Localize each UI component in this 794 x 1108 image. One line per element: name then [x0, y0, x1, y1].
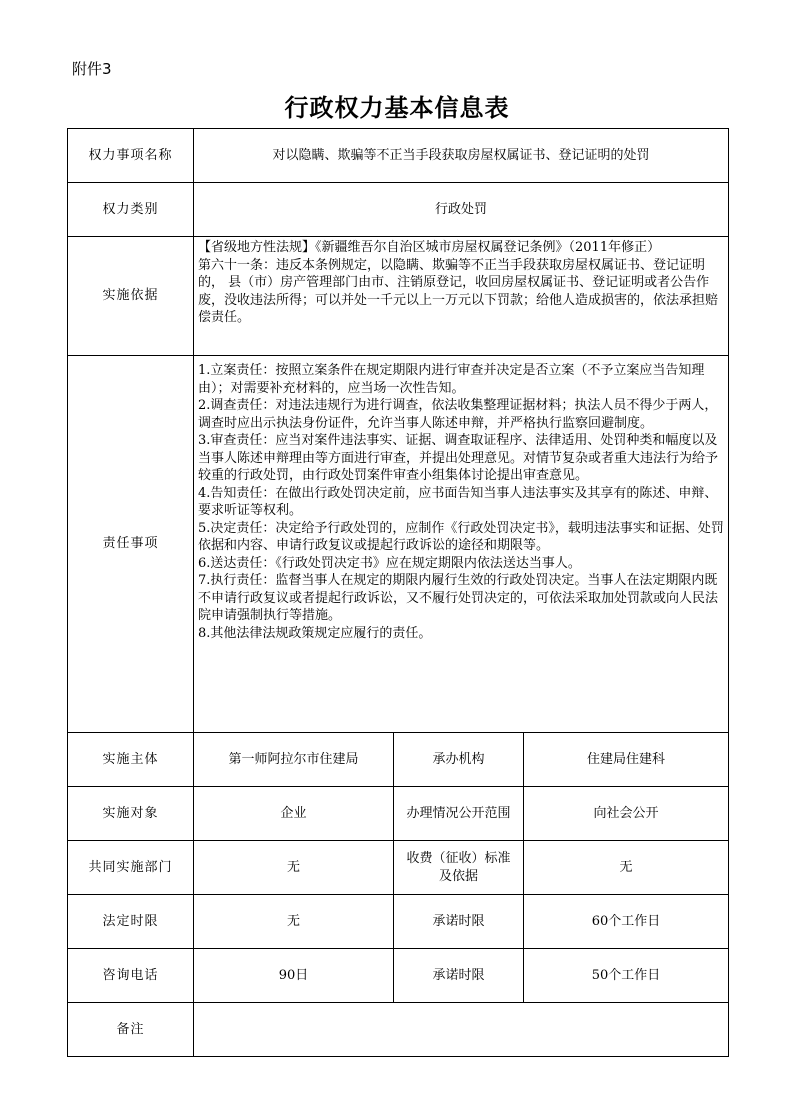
remarks-label: 备注: [68, 1003, 194, 1057]
row-subject: [68, 733, 729, 787]
target-label: 实施对象: [68, 787, 194, 841]
phone-label: 咨询电话: [68, 949, 194, 1003]
row-responsibilities: [68, 356, 729, 733]
target-value: 企业: [194, 787, 394, 841]
handling-agency-label: 承办机构: [394, 733, 524, 787]
row-remarks: [68, 1003, 729, 1057]
remarks-value: [194, 1003, 729, 1057]
responsibility-item: 7.执行责任：监督当事人在规定的期限内履行生效的行政处罚决定。当事人在法定期限内既不申请行政复议或者提起行政诉讼，又不履行处罚决定的，可依法采取加处罚款或向人民法院申请强制执行等措施。: [198, 573, 719, 623]
responsibility-item: 6.送达责任：《行政处罚决定书》应在规定期限内依法送达当事人。: [198, 555, 581, 571]
fee-standard-value: 无: [524, 841, 729, 895]
fee-standard-label: 收费（征收）标准及依据: [394, 841, 524, 895]
responsibility-item: 8.其他法律法规政策规定应履行的责任。: [198, 625, 432, 641]
basis-paragraph: 第六十一条：违反本条例规定，以隐瞒、欺骗等不正当手段获取房屋权属证书、登记证明的， 县（市）房产管理部门由市、注销原登记，收回房屋权属证书、登记证明或者公告作废，没收违法所得；可以并处一千元以上一万元以下罚款；给他人造成损害的，依法承担赔偿责任。: [198, 257, 719, 325]
promised-limit-label-2: 承诺时限: [394, 949, 524, 1003]
responsibility-item: 4.告知责任：在做出行政处罚决定前，应书面告知当事人违法事实及其享有的陈述、申辩、要求听证等权利。: [198, 485, 718, 518]
row-power-name: [68, 129, 729, 183]
basis-content: [194, 237, 729, 356]
handling-agency-value: 住建局住建科: [524, 733, 729, 787]
responsibility-item: 2.调查责任：对违法违规行为进行调查，依法收集整理证据材料；执法人员不得少于两人，调查时应出示执法身份证件，允许当事人陈述申辩，并严格执行监察回避制度。: [198, 398, 718, 431]
disclosure-scope-value: 向社会公开: [524, 787, 729, 841]
phone-value: 90日: [194, 949, 394, 1003]
attachment-label: 附件3: [72, 60, 112, 78]
departments-value: 无: [194, 841, 394, 895]
info-table: [67, 128, 729, 1057]
responsibility-item: 3.审查责任：应当对案件违法事实、证据、调查取证程序、法律适用、处罚种类和幅度以及当事人陈述申辩理由等方面进行审查，并提出处理意见。对情节复杂或者重大违法行为给予较重的行政处罚，由行政处罚案件审查小组集体讨论提出审查意见。: [198, 433, 719, 483]
subject-label: 实施主体: [68, 733, 194, 787]
row-legal-limit: [68, 895, 729, 949]
basis-paragraph: 【省级地方性法规】《新疆维吾尔自治区城市房屋权属登记条例》（2011年修正）: [198, 240, 661, 255]
power-name-value: 对以隐瞒、欺骗等不正当手段获取房屋权属证书、登记证明的处罚: [194, 129, 729, 183]
row-basis: [68, 237, 729, 356]
power-type-label: 权力类别: [68, 183, 194, 237]
power-type-value: 行政处罚: [194, 183, 729, 237]
legal-limit-label: 法定时限: [68, 895, 194, 949]
basis-label: 实施依据: [68, 237, 194, 356]
disclosure-scope-label: 办理情况公开范围: [394, 787, 524, 841]
legal-limit-value: 无: [194, 895, 394, 949]
row-departments: [68, 841, 729, 895]
row-power-type: [68, 183, 729, 237]
power-name-label: 权力事项名称: [68, 129, 194, 183]
responsibility-item: 5.决定责任：决定给予行政处罚的，应制作《行政处罚决定书》，载明违法事实和证据、处罚依据和内容、申请行政复议或提起行政诉讼的途径和期限等。: [198, 520, 724, 553]
responsibilities-label: 责任事项: [68, 356, 194, 733]
row-phone: [68, 949, 729, 1003]
subject-value: 第一师阿拉尔市住建局: [194, 733, 394, 787]
row-target: [68, 787, 729, 841]
page-title: 行政权力基本信息表: [284, 93, 510, 122]
promised-limit-value-2: 50个工作日: [524, 949, 729, 1003]
promised-limit-label: 承诺时限: [394, 895, 524, 949]
departments-label: 共同实施部门: [68, 841, 194, 895]
responsibility-item: 1.立案责任：按照立案条件在规定期限内进行审查并决定是否立案（不予立案应当告知理由）；对需要补充材料的，应当场一次性告知。: [198, 363, 705, 396]
responsibilities-content: [194, 356, 729, 733]
promised-limit-value: 60个工作日: [524, 895, 729, 949]
